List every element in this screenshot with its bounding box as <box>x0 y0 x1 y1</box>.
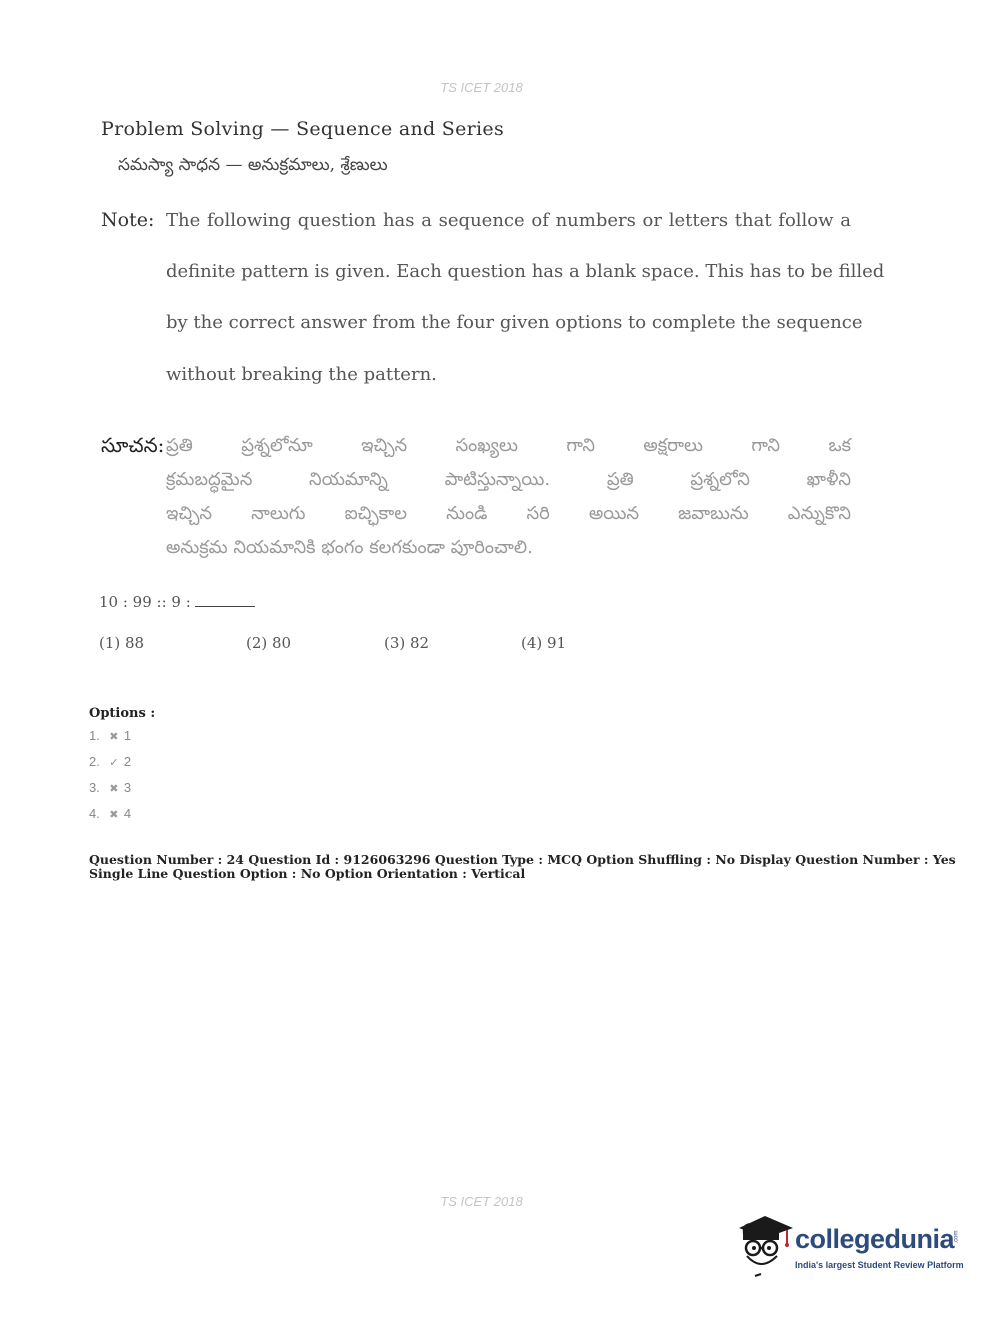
options-heading: Options : <box>89 706 156 721</box>
section-title-english: Problem Solving — Sequence and Series <box>101 118 505 140</box>
option-value: 2 <box>123 754 132 769</box>
option-row <box>89 806 131 821</box>
option-value: 3 <box>123 780 132 795</box>
logo-suffix: .com <box>953 1230 960 1244</box>
choice-2: (2) 80 <box>246 634 292 652</box>
telugu-note-line: క్రమబద్ధమైన నియమాన్ని పాటిస్తున్నాయి. ప్రతి ప్రశ్నలోని ఖాళీని <box>166 469 851 490</box>
note-line: by the correct answer from the four given options to complete the sequence <box>166 312 863 333</box>
choice-1: (1) 88 <box>99 634 145 652</box>
question-meta-line-1: Question Number : 24 Question Id : 9126063296 Question Type : MCQ Option Shuffling : No Display Question Number : Yes <box>89 852 956 867</box>
option-row <box>89 780 131 795</box>
telugu-note-label: సూచన: <box>101 433 165 457</box>
wrong-icon: ✖ <box>109 783 119 795</box>
check-icon: ✓ <box>109 757 119 769</box>
header-watermark: TS ICET 2018 <box>440 80 523 95</box>
note-label: Note: <box>101 209 155 231</box>
question-expression: 10 : 99 :: 9 : <box>99 593 191 611</box>
option-row <box>89 728 131 743</box>
telugu-note-line: ఇచ్చిన నాలుగు ఐచ్ఛికాల నుండి సరి అయిన జవాబును ఎన్నుకొని <box>166 503 851 524</box>
option-number: 3. <box>89 780 100 795</box>
choice-3: (3) 82 <box>384 634 430 652</box>
option-number: 4. <box>89 806 100 821</box>
section-title-telugu: సమస్యా సాధన — అనుక్రమాలు, శ్రేణులు <box>118 155 388 175</box>
answer-blank <box>195 592 255 607</box>
option-number: 1. <box>89 728 100 743</box>
wrong-icon: ✖ <box>109 809 119 821</box>
note-line: The following question has a sequence of numbers or letters that follow a <box>166 210 851 231</box>
telugu-note-line: అనుక్రమ నియమానికి భంగం కలగకుండా పూరించాలి. <box>166 537 533 558</box>
option-value: 1 <box>123 728 132 743</box>
option-value: 4 <box>123 806 132 821</box>
telugu-note-line: ప్రతి ప్రశ్నలోనూ ఇచ్చిన సంఖ్యలు గాని అక్షరాలు గాని ఒక <box>166 435 851 456</box>
note-line: without breaking the pattern. <box>166 364 437 385</box>
question-meta-line-2: Single Line Question Option : No Option Orientation : Vertical <box>89 866 526 881</box>
collegedunia-mascot-icon <box>735 1210 795 1278</box>
wrong-icon: ✖ <box>109 731 119 743</box>
option-number: 2. <box>89 754 100 769</box>
logo-wordmark: collegedunia <box>795 1224 955 1254</box>
logo-tagline: India's largest Student Review Platform <box>795 1260 964 1270</box>
choice-4: (4) 91 <box>521 634 567 652</box>
question-text <box>99 592 255 611</box>
option-row <box>89 754 131 769</box>
footer-watermark: TS ICET 2018 <box>440 1194 523 1209</box>
note-line: definite pattern is given. Each question has a blank space. This has to be filled <box>166 261 885 282</box>
